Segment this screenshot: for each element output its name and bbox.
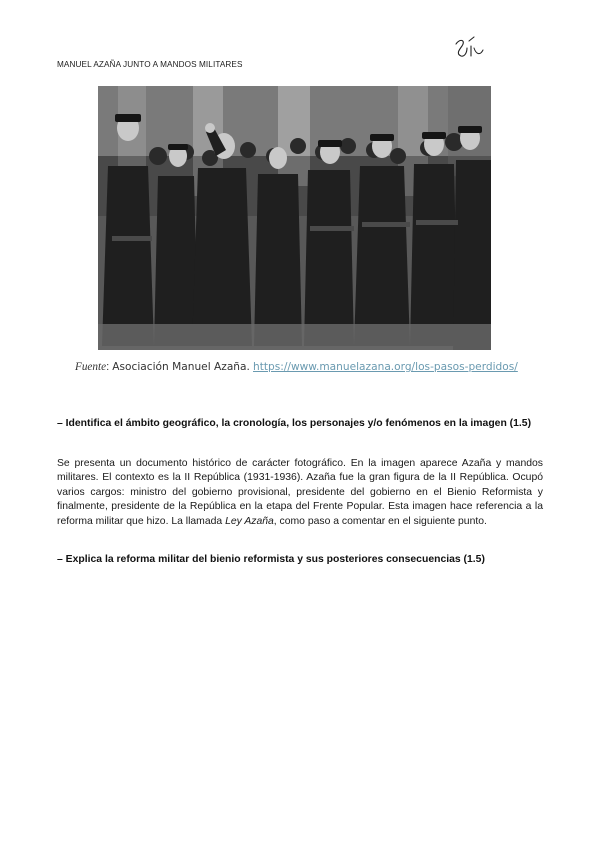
question-1: – Identifica el ámbito geográfico, la cronología, los personajes y/o fenómenos en la imagen (1.5) (57, 418, 532, 429)
source-name: Asociación Manuel Azaña. (112, 361, 250, 373)
question-2: – Explica la reforma militar del bienio reformista y sus posteriores consecuencias (1.5) (57, 554, 485, 565)
answer-1-emphasis: Ley Azaña (225, 515, 274, 527)
source-separator: : (106, 361, 110, 373)
document-header: MANUEL AZAÑA JUNTO A MANDOS MILITARES (57, 60, 243, 69)
answer-1 (57, 457, 543, 529)
photo-source-caption (75, 361, 518, 373)
source-link[interactable]: https://www.manuelazana.org/los-pasos-perdidos/ (253, 361, 518, 373)
historical-photograph (98, 86, 491, 350)
answer-1-text-a: Se presenta un documento histórico de carácter fotográfico. En la imagen aparece Azaña y mandos militares. El contexto es la II República (1931-1936). Azaña fue la gran figura de la II República. Ocupó varios cargos: ministro del gobierno provisional, presidente del gobierno en el Bienio Reformista y finalmente, presidente de la República en la etapa del Frente Popular. Esta imagen hace referencia a la reforma militar que hizo. La llamada (57, 458, 543, 527)
handwritten-signature (452, 34, 488, 62)
photo-illustration (98, 86, 491, 350)
answer-1-text-b: , como paso a comentar en el siguiente punto. (273, 515, 487, 527)
source-label: Fuente (75, 361, 107, 373)
